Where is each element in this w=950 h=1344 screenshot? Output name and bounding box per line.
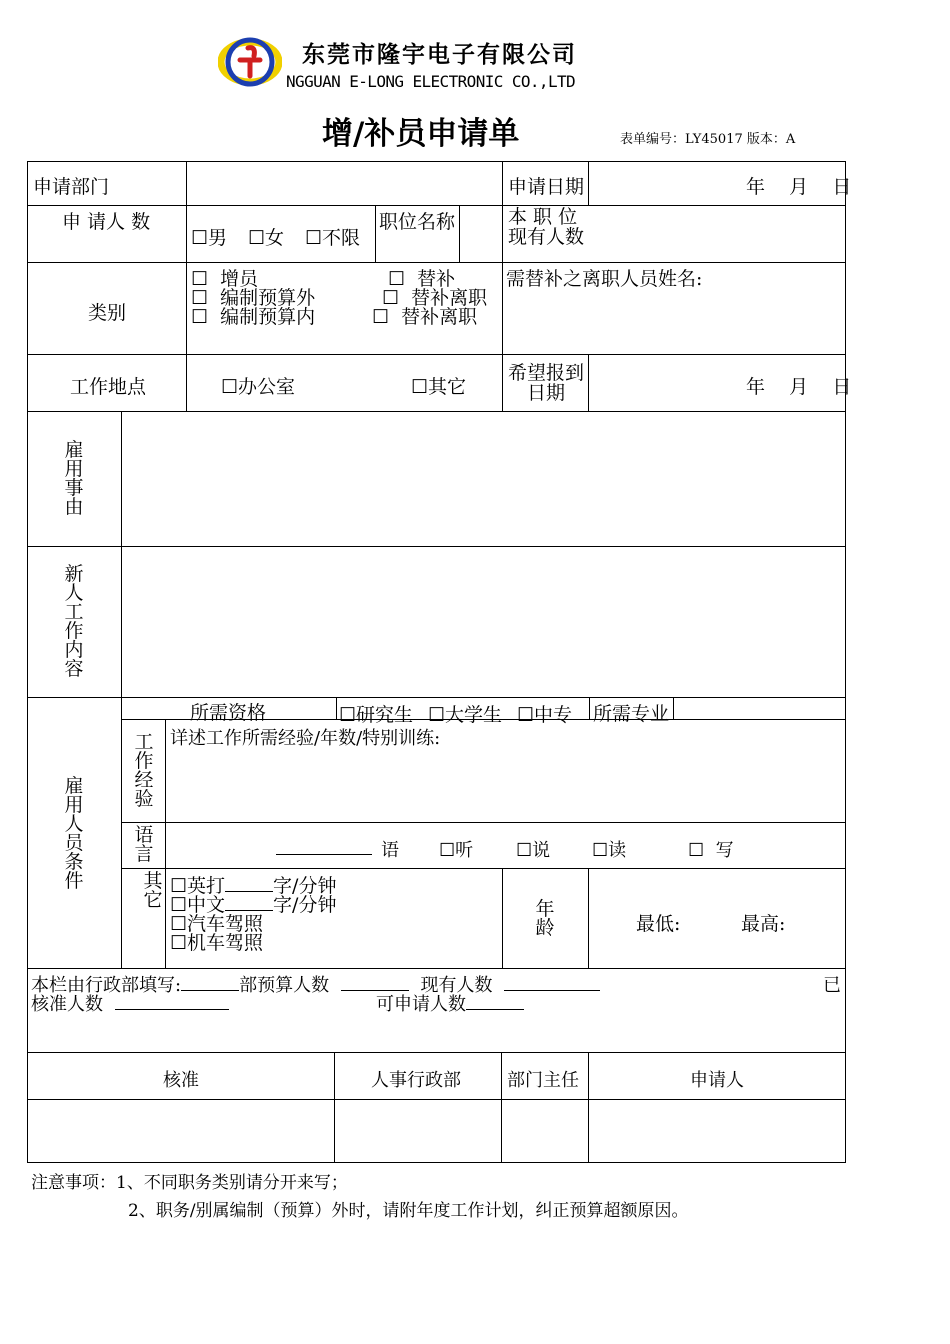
hiring-conditions-label: 雇用人员条件 (64, 775, 84, 892)
note-2: 2、职务/别属编制（预算）外时，请附年度工作计划，纠正预算超额原因。 (128, 1201, 689, 1221)
current-headcount-label (508, 207, 584, 247)
hope-date-label (508, 363, 584, 403)
checkbox-male[interactable]: ☐男 (191, 227, 228, 249)
company-name-en: NGGUAN E-LONG ELECTRONIC CO.,LTD (286, 72, 576, 91)
other-skills-label: 其它 (143, 870, 163, 911)
language-suffix: 语 (381, 840, 399, 861)
company-logo (218, 36, 282, 88)
checkbox-any-gender[interactable]: ☐不限 (305, 227, 361, 249)
checkbox-replace-leave-2[interactable]: ☐ 替补离职 (372, 306, 478, 328)
budget-headcount-field[interactable] (341, 975, 409, 991)
note-1: 注意事项：1、不同职务类别请分开来写； (31, 1173, 348, 1193)
current-headcount-label-line1: 本 职 位 (508, 206, 578, 228)
dept-manager-header: 部门主任 (507, 1070, 579, 1091)
hope-date-field[interactable]: 年 月 日 (746, 376, 852, 398)
approve-header: 核准 (163, 1070, 199, 1091)
budget-headcount-label: 部预算人数 (239, 975, 330, 996)
category-label: 类别 (88, 302, 127, 324)
admin-blank-1[interactable] (181, 975, 239, 991)
major-field[interactable] (675, 698, 844, 718)
age-min-label: 最低: (636, 913, 681, 935)
hr-signature-field[interactable] (336, 1101, 500, 1161)
hr-admin-header: 人事行政部 (371, 1070, 461, 1091)
checkbox-budget-outside[interactable]: ☐ 编制预算外 (191, 287, 316, 309)
qualification-label: 所需资格 (190, 702, 267, 724)
approved-count-label: 核准人数 (31, 994, 103, 1015)
age-label: 年龄 (535, 898, 555, 939)
current-count-label: 现有人数 (420, 975, 493, 996)
employment-reason-field[interactable] (123, 413, 844, 545)
can-apply-line (376, 990, 524, 1016)
applicant-signature-field[interactable] (590, 1101, 844, 1161)
can-apply-label: 可申请人数 (376, 994, 466, 1015)
hope-date-label-line1: 希望报到 (508, 362, 585, 384)
experience-field[interactable] (167, 746, 844, 821)
current-headcount-label-line2: 现有人数 (508, 226, 585, 248)
checkbox-bachelor[interactable]: ☐大学生 (428, 704, 503, 726)
english-typing-label: ☐英打 (170, 875, 226, 897)
applicant-count-label: 申 请人 数 (62, 211, 151, 233)
new-hire-duties-label: 新人工作内容 (64, 563, 84, 680)
checkbox-budget-inside[interactable]: ☐ 编制预算内 (191, 306, 316, 328)
age-max-label: 最高: (741, 913, 786, 935)
checkbox-add-staff[interactable]: ☐ 增员 (191, 268, 259, 290)
checkbox-office[interactable]: ☐办公室 (221, 376, 296, 398)
checkbox-replace-leave-1[interactable]: ☐ 替补离职 (382, 287, 488, 309)
work-location-label: 工作地点 (70, 376, 147, 398)
checkbox-car-license[interactable]: ☐汽车驾照 (170, 913, 264, 935)
position-name-field[interactable] (460, 206, 501, 261)
checkbox-motorcycle-license[interactable]: ☐机车驾照 (170, 932, 264, 954)
checkbox-female[interactable]: ☐女 (248, 227, 285, 249)
checkbox-graduate[interactable]: ☐研究生 (339, 704, 414, 726)
dept-label: 申请部门 (33, 176, 110, 198)
english-typing-unit: 字/分钟 (273, 875, 337, 897)
checkbox-technical-school[interactable]: ☐中专 (517, 704, 573, 726)
dept-field[interactable] (188, 163, 500, 203)
major-label: 所需专业 (593, 703, 670, 725)
approved-suffix: 已 (823, 975, 841, 996)
hope-date-label-line2: 日期 (526, 382, 565, 404)
checkbox-listen[interactable]: ☐听 (439, 840, 474, 861)
form-code: 表单编号：LY45017 版本：A (620, 132, 796, 147)
checkbox-replace[interactable]: ☐ 替补 (388, 268, 456, 290)
admin-line-2 (31, 990, 229, 1016)
current-count-field[interactable] (504, 975, 600, 991)
can-apply-field[interactable] (466, 994, 524, 1010)
form-title: 增/补员申请单 (322, 116, 520, 152)
chinese-typing-label: ☐中文 (170, 894, 226, 916)
applicant-header: 申请人 (690, 1070, 744, 1091)
position-name-label: 职位名称 (379, 211, 456, 233)
new-hire-duties-field[interactable] (123, 548, 844, 696)
approve-signature-field[interactable] (29, 1101, 333, 1161)
experience-prompt: 详述工作所需经验/年数/特别训练: (170, 728, 441, 749)
checkbox-read[interactable]: ☐读 (592, 840, 627, 861)
work-experience-label: 工作经验 (134, 731, 154, 810)
replace-name-label: 需替补之离职人员姓名: (506, 268, 703, 290)
employment-reason-label: 雇用事由 (64, 439, 84, 518)
checkbox-write[interactable]: ☐ 写 (688, 840, 734, 861)
approved-count-field[interactable] (115, 994, 229, 1010)
apply-date-label: 申请日期 (508, 176, 585, 198)
language-label: 语言 (134, 824, 154, 865)
current-headcount-field[interactable] (589, 206, 844, 261)
manager-signature-field[interactable] (503, 1101, 587, 1161)
checkbox-other-location[interactable]: ☐其它 (411, 376, 467, 398)
company-name-cn: 东莞市隆宇电子有限公司 (302, 41, 577, 68)
checkbox-speak[interactable]: ☐说 (516, 840, 551, 861)
admin-prefix: 本栏由行政部填写: (31, 975, 182, 996)
language-name-field[interactable] (276, 838, 372, 855)
chinese-typing-unit: 字/分钟 (273, 894, 337, 916)
apply-date-field[interactable]: 年 月 日 (746, 176, 852, 198)
